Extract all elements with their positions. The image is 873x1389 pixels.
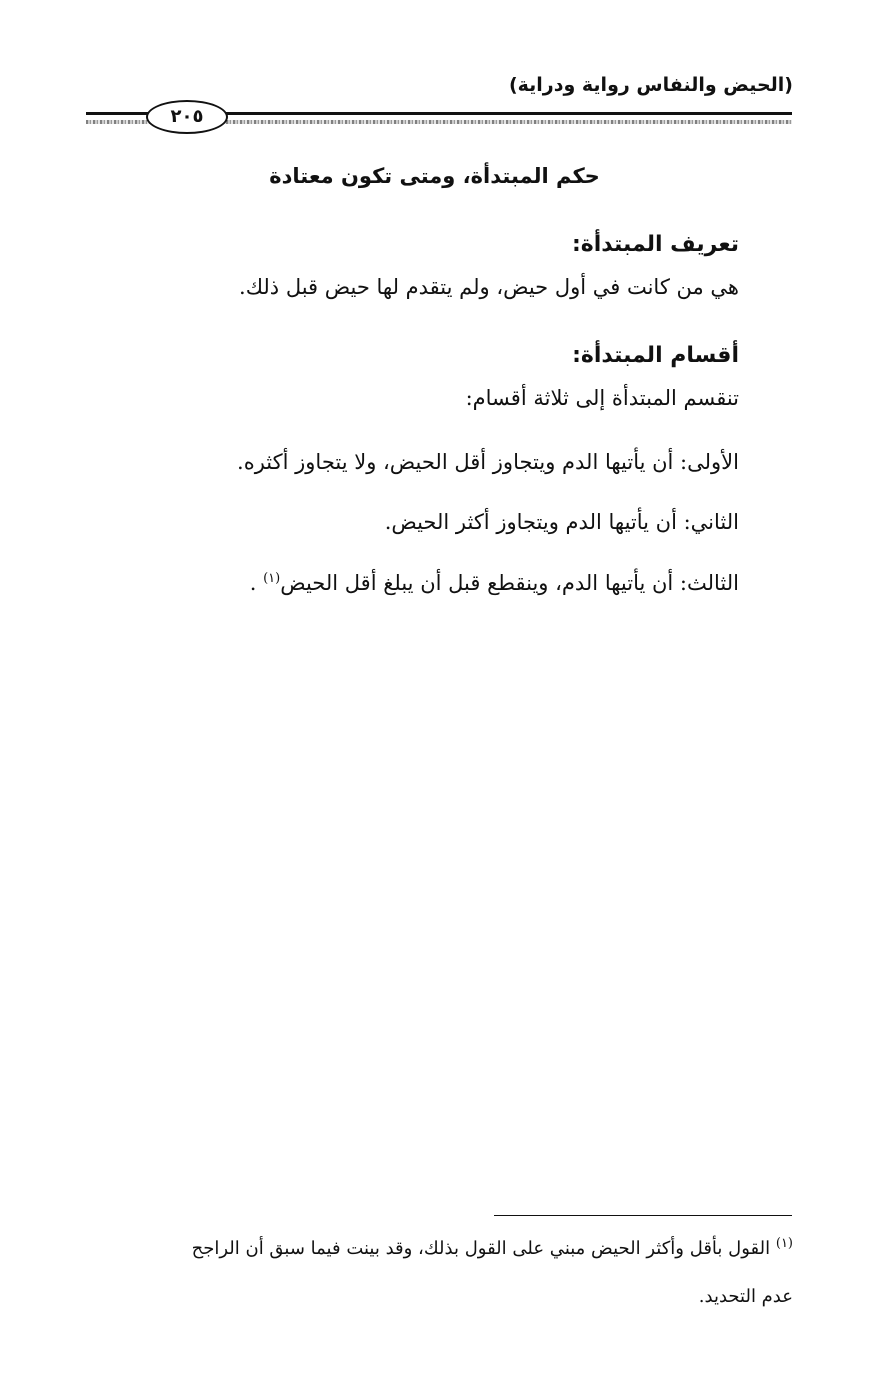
division-third-text: الثالث: أن يأتيها الدم، وينقطع قبل أن يبلغ أقل الحيض xyxy=(280,571,739,595)
footnote-line-1: القول بأقل وأكثر الحيض مبني على القول بذلك، وقد بينت فيما سبق أن الراجح xyxy=(191,1238,771,1259)
divisions-intro: تنقسم المبتدأة إلى ثلاثة أقسام: xyxy=(465,386,739,410)
header-rule xyxy=(86,100,792,134)
footnote-1 xyxy=(81,1236,793,1259)
chapter-title-text: حكم المبتدأة، ومتى تكون معتادة xyxy=(269,164,600,188)
footnote-number: (١) xyxy=(775,1236,793,1251)
chapter-title xyxy=(0,164,873,188)
division-second: الثاني: أن يأتيها الدم ويتجاوز أكثر الحيض. xyxy=(384,510,739,534)
footnote-separator xyxy=(494,1215,792,1216)
division-first: الأولى: أن يأتيها الدم ويتجاوز أقل الحيض، ولا يتجاوز أكثره. xyxy=(237,450,739,474)
definition-heading: تعريف المبتدأة: xyxy=(571,232,739,257)
running-header: (الحيض والنفاس رواية ودراية) xyxy=(508,74,793,96)
division-third-end: . xyxy=(249,571,264,595)
definition-text: هي من كانت في أول حيض، ولم يتقدم لها حيض قبل ذلك. xyxy=(239,275,739,299)
footnote-ref-1[interactable]: (١) xyxy=(263,571,281,586)
page-number: ٢٠٥ xyxy=(146,100,228,134)
division-third xyxy=(250,571,739,595)
divisions-heading: أقسام المبتدأة: xyxy=(572,343,739,368)
footnote-line-2: عدم التحديد. xyxy=(698,1286,793,1307)
